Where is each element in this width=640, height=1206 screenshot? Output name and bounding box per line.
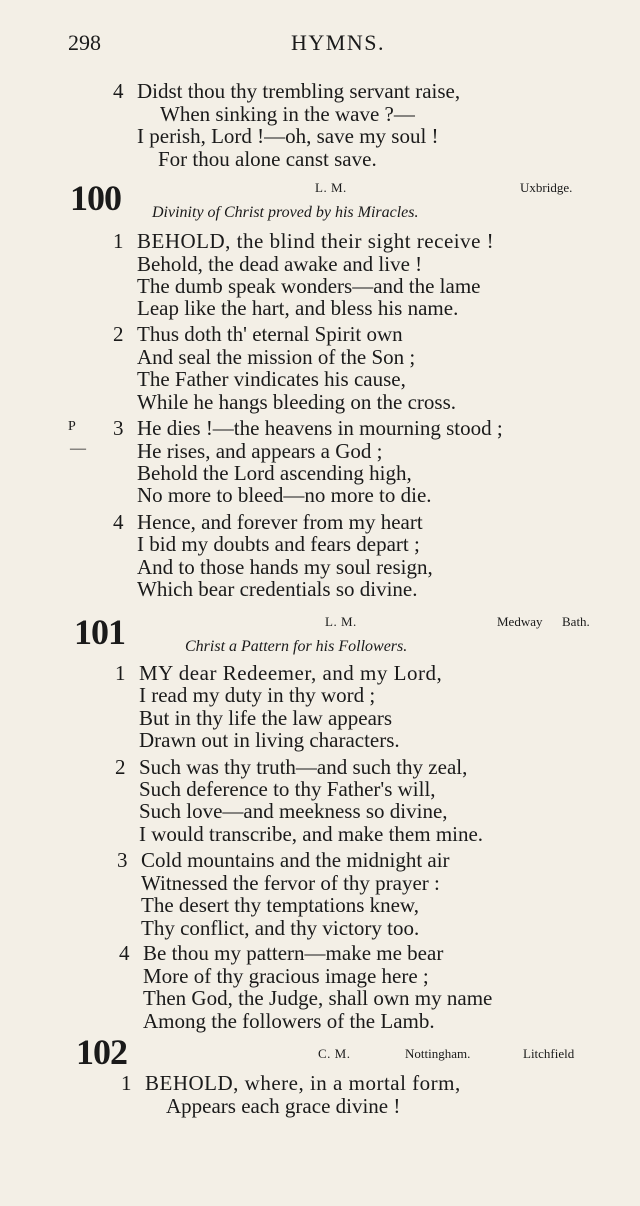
verse-line: More of thy gracious image here ;	[143, 964, 429, 988]
verse-line: The Father vindicates his cause,	[137, 367, 406, 391]
meter: L. M.	[315, 180, 347, 195]
tune-name: Nottingham.	[405, 1046, 471, 1061]
stanza-number: 2	[115, 755, 126, 779]
verse-line: Thy conflict, and thy victory too.	[141, 916, 420, 940]
verse-line: The desert thy temptations knew,	[141, 893, 419, 917]
verse-line: Such love—and meekness so divine,	[139, 799, 448, 823]
verse-line: But in thy life the law appears	[139, 706, 393, 730]
verse-line: While he hangs bleeding on the cross.	[137, 390, 456, 414]
tune-name: Bath.	[562, 614, 590, 629]
verse-line: I would transcribe, and make them mine.	[139, 822, 484, 846]
verse-line: Then God, the Judge, shall own my name	[143, 986, 493, 1010]
tune-name: Medway	[497, 614, 543, 629]
stanza-number: 3	[117, 848, 128, 872]
stanza-number: 1	[121, 1071, 132, 1095]
verse-line: Hence, and forever from my heart	[137, 510, 423, 534]
verse-line: Which bear credentials so divine.	[137, 577, 418, 601]
verse-line: Among the followers of the Lamb.	[143, 1009, 435, 1033]
hymn-number: 102	[76, 1032, 127, 1072]
hymn-subtitle: Christ a Pattern for his Followers.	[185, 638, 408, 655]
stanza-number: 4	[113, 79, 124, 103]
running-title: HYMNS.	[291, 30, 385, 55]
verse-line: The dumb speak wonders—and the lame	[137, 274, 481, 298]
verse-line: He rises, and appears a God ;	[137, 439, 383, 463]
dynamics-mark: P	[68, 419, 76, 434]
verse-line: When sinking in the wave ?—	[160, 102, 415, 126]
page-number: 298	[68, 30, 101, 55]
meter: L. M.	[325, 614, 357, 629]
verse-line: For thou alone canst save.	[158, 147, 377, 171]
stanza-number: 4	[119, 941, 130, 965]
verse-line: I perish, Lord !—oh, save my soul !	[137, 124, 439, 148]
verse-line: Cold mountains and the midnight air	[141, 848, 450, 872]
verse-line: He dies !—the heavens in mourning stood ;	[137, 416, 503, 440]
page-header	[68, 30, 608, 60]
verse-line: Didst thou thy trembling servant raise,	[137, 79, 461, 103]
stanza-number: 1	[115, 661, 126, 685]
verse-line: Witnessed the fervor of thy prayer :	[141, 871, 440, 895]
stanza-number: 3	[113, 416, 124, 440]
meter: C. M.	[318, 1046, 351, 1061]
verse-line: Leap like the hart, and bless his name.	[137, 296, 459, 320]
verse-line: BEHOLD, where, in a mortal form,	[145, 1071, 461, 1095]
verse-line: BEHOLD, the blind their sight receive !	[137, 229, 495, 253]
tune-name: Litchfield	[523, 1046, 575, 1061]
dynamics-dash: —	[70, 440, 86, 457]
verse-line: I bid my doubts and fears depart ;	[137, 532, 420, 556]
verse-line: Behold the Lord ascending high,	[137, 461, 412, 485]
verse-line: Appears each grace divine !	[166, 1094, 401, 1118]
verse-line: Such was thy truth—and such thy zeal,	[139, 755, 468, 779]
verse-line: And to those hands my soul resign,	[137, 555, 433, 579]
verse-line: Thus doth th' eternal Spirit own	[137, 322, 403, 346]
verse-line: MY dear Redeemer, and my Lord,	[139, 661, 443, 685]
stanza-number: 2	[113, 322, 124, 346]
verse-line: Such deference to thy Father's will,	[139, 777, 436, 801]
hymn-subtitle: Divinity of Christ proved by his Miracles.	[152, 204, 419, 221]
verse-line: Behold, the dead awake and live !	[137, 252, 423, 276]
stanza-number: 4	[113, 510, 124, 534]
verse-line: And seal the mission of the Son ;	[137, 345, 416, 369]
hymn-number: 100	[70, 178, 121, 218]
verse-line: Drawn out in living characters.	[139, 728, 400, 752]
tune-name: Uxbridge.	[520, 180, 573, 195]
verse-line: No more to bleed—no more to die.	[137, 483, 432, 507]
hymn-number: 101	[74, 612, 125, 652]
verse-line: I read my duty in thy word ;	[139, 683, 376, 707]
verse-line: Be thou my pattern—make me bear	[143, 941, 444, 965]
stanza-number: 1	[113, 229, 124, 253]
